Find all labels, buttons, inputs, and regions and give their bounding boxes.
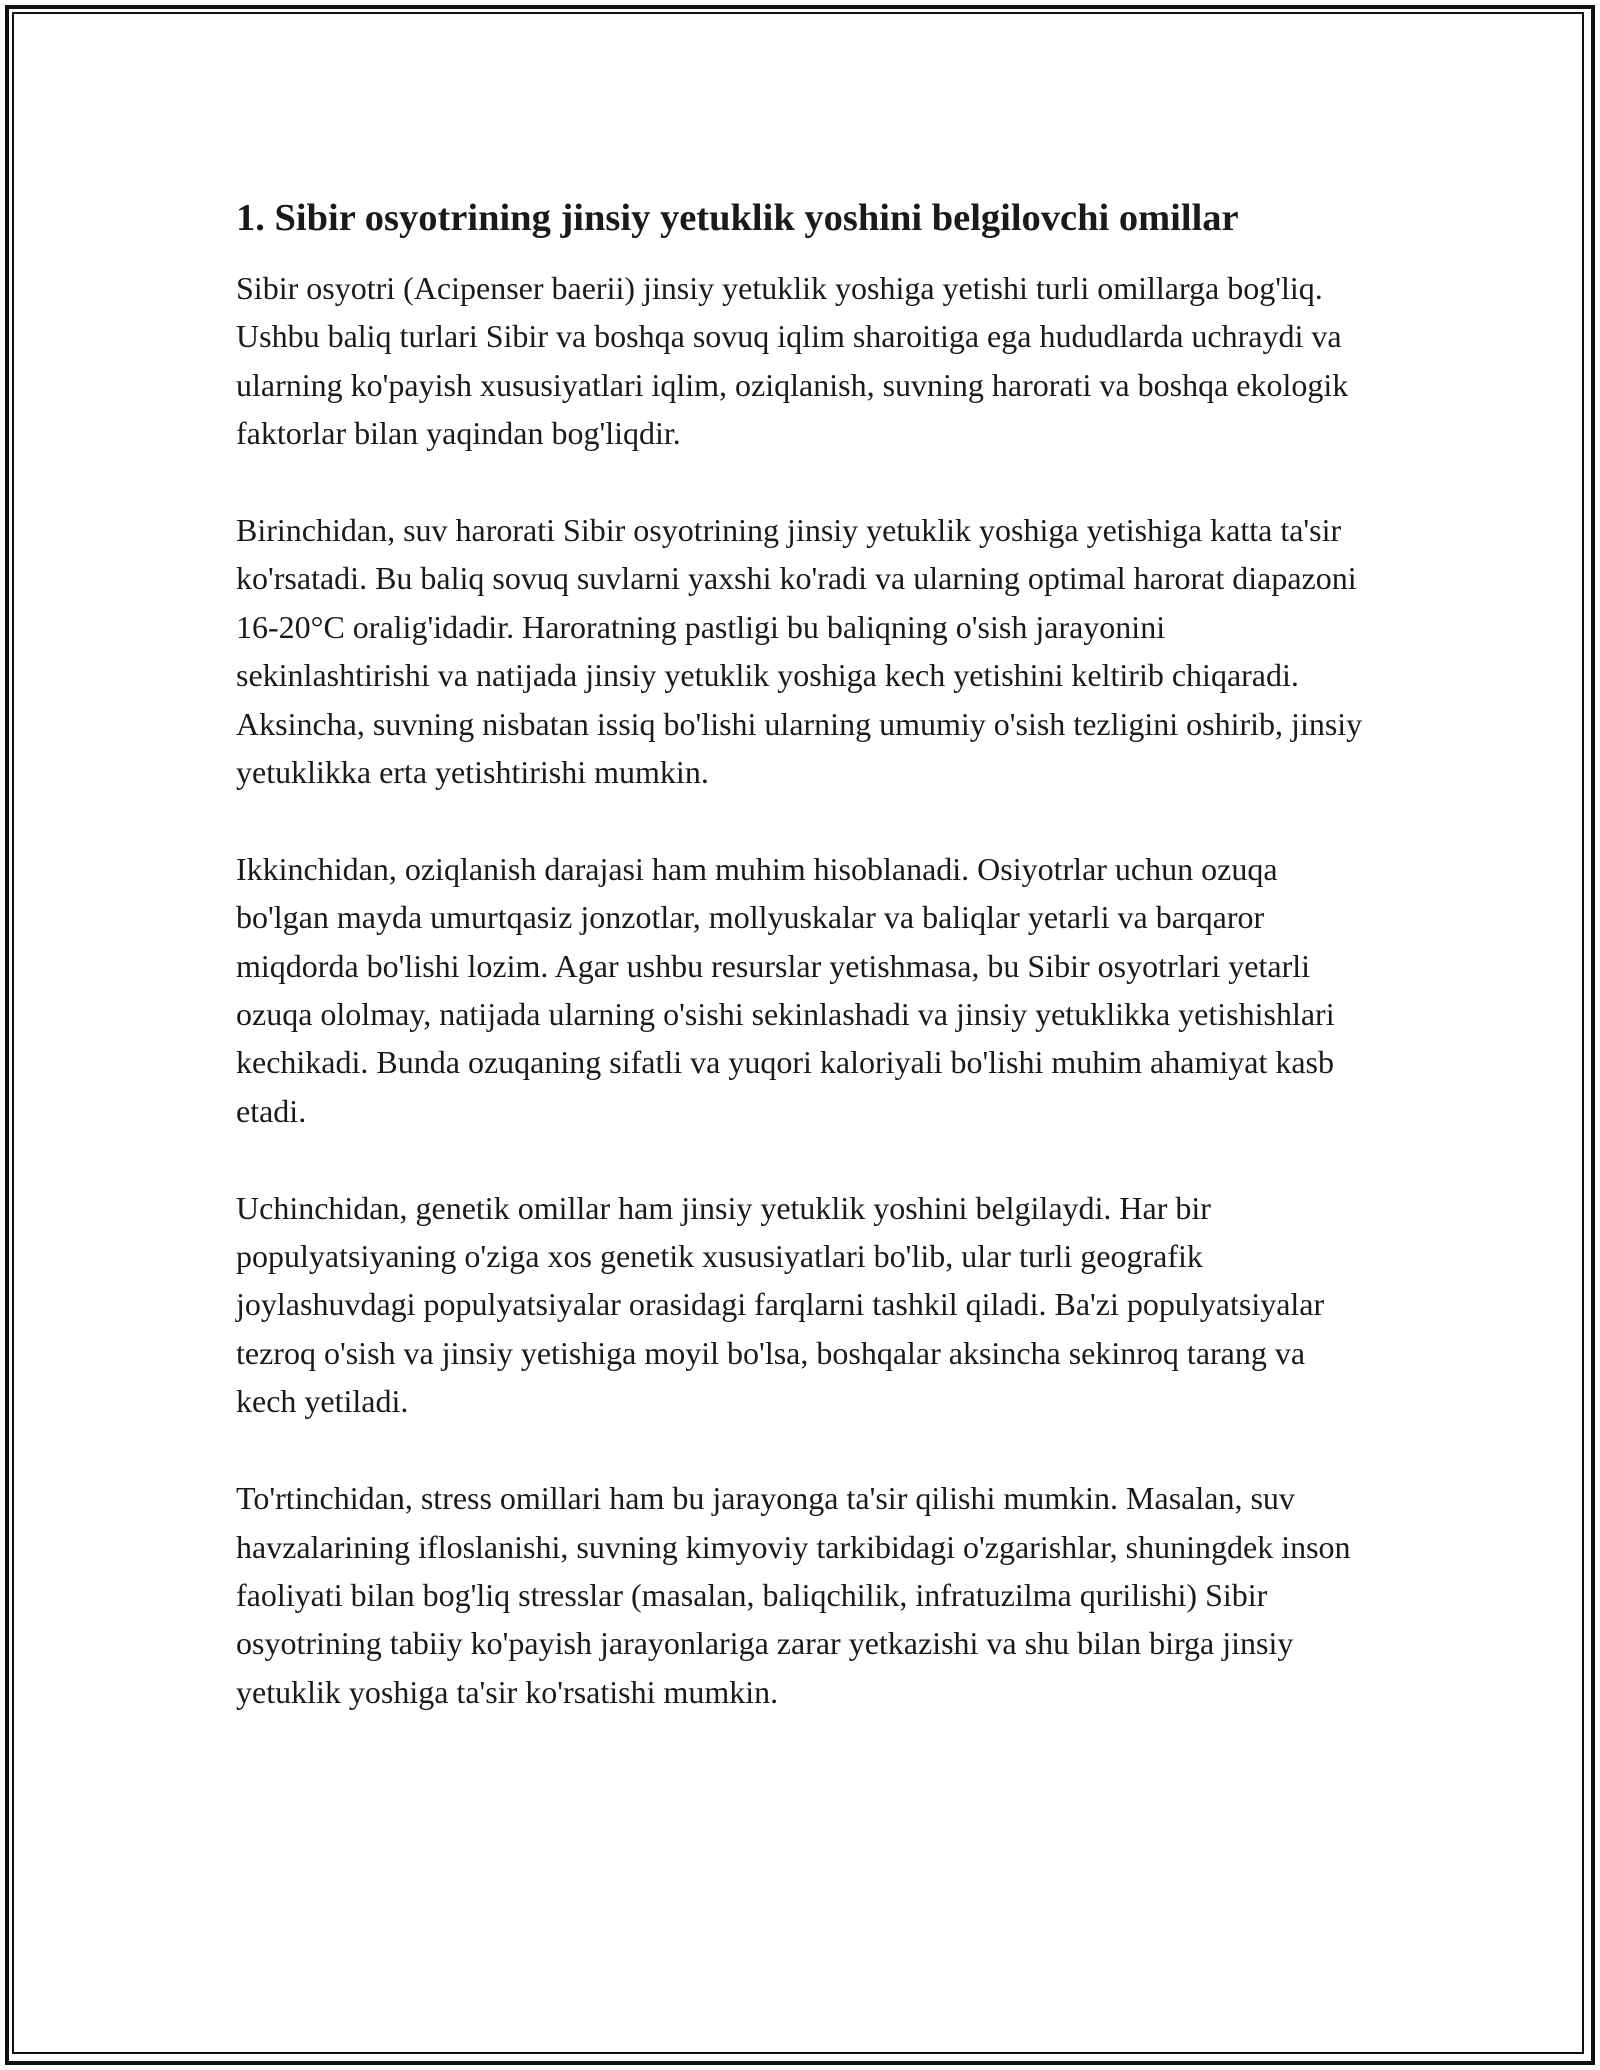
paragraph-stress: To'rtinchidan, stress omillari ham bu jarayonga ta'sir qilishi mumkin. Masalan, suv havzalarining ifloslanishi, suvning kimyoviy tarkibidagi o'zgarishlar, shuningdek inson faoliyati bilan bog'liq stresslar (masalan, baliqchilik, infratuzilma qurilishi) Sibir osyotrining tabiiy ko'payish jarayonlariga zarar yetkazishi va shu bilan birga jinsiy yetuklik yoshiga ta'sir ko'rsatishi mumkin. xyxy=(236,1480,1351,1710)
paragraph-intro: Sibir osyotri (Acipenser baerii) jinsiy yetuklik yoshiga yetishi turli omillarga bog'liq. Ushbu baliq turlari Sibir va boshqa sovuq iqlim sharoitiga ega hududlarda uchraydi va ularning ko'payish xususiyatlari iqlim, oziqlanish, suvning harorati va boshqa ekologik faktorlar bilan yaqindan bog'liqdir. xyxy=(236,270,1349,452)
document-body xyxy=(236,180,1366,1765)
paragraph-nutrition: Ikkinchidan, oziqlanish darajasi ham muhim hisoblanadi. Osiyotrlar uchun ozuqa bo'lgan mayda umurtqasiz jonzotlar, mollyuskalar va baliqlar yetarli va barqaror miqdorda bo'lishi lozim. Agar ushbu resurslar yetishmasa, bu Sibir osyotrlari yetarli ozuqa ololmay, natijada ularning o'sishi sekinlashadi va jinsiy yetuklikka yetishishlari kechikadi. Bunda ozuqaning sifatli va yuqori kaloriyali bo'lishi muhim ahamiyat kasb etadi. xyxy=(236,850,1335,1129)
document-title: 1. Sibir osyotrining jinsiy yetuklik yoshini belgilovchi omillar xyxy=(236,197,1239,239)
paragraph-genetics: Uchinchidan, genetik omillar ham jinsiy yetuklik yoshini belgilaydi. Har bir populyatsiyaning o'ziga xos genetik xususiyatlari bo'lib, ular turli geografik joylashuvdagi populyatsiyalar orasidagi farqlarni tashkil qiladi. Ba'zi populyatsiyalar tezroq o'sish va jinsiy yetishiga moyil bo'lsa, boshqalar aksincha sekinroq tarang va kech yetiladi. xyxy=(236,1189,1325,1420)
paragraph-water-temperature: Birinchidan, suv harorati Sibir osyotrining jinsiy yetuklik yoshiga yetishiga katta ta'sir ko'rsatadi. Bu baliq sovuq suvlarni yaxshi ko'radi va ularning optimal harorat diapazoni 16-20°C oralig'idadir. Haroratning pastligi bu baliqning o'sish jarayonini sekinlashtirishi va natijada jinsiy yetuklik yoshiga kech yetishini keltirib chiqaradi. Aksincha, suvning nisbatan issiq bo'lishi ularning umumiy o'sish tezligini oshirib, jinsiy yetuklikka erta yetishtirishi mumkin. xyxy=(236,512,1363,791)
